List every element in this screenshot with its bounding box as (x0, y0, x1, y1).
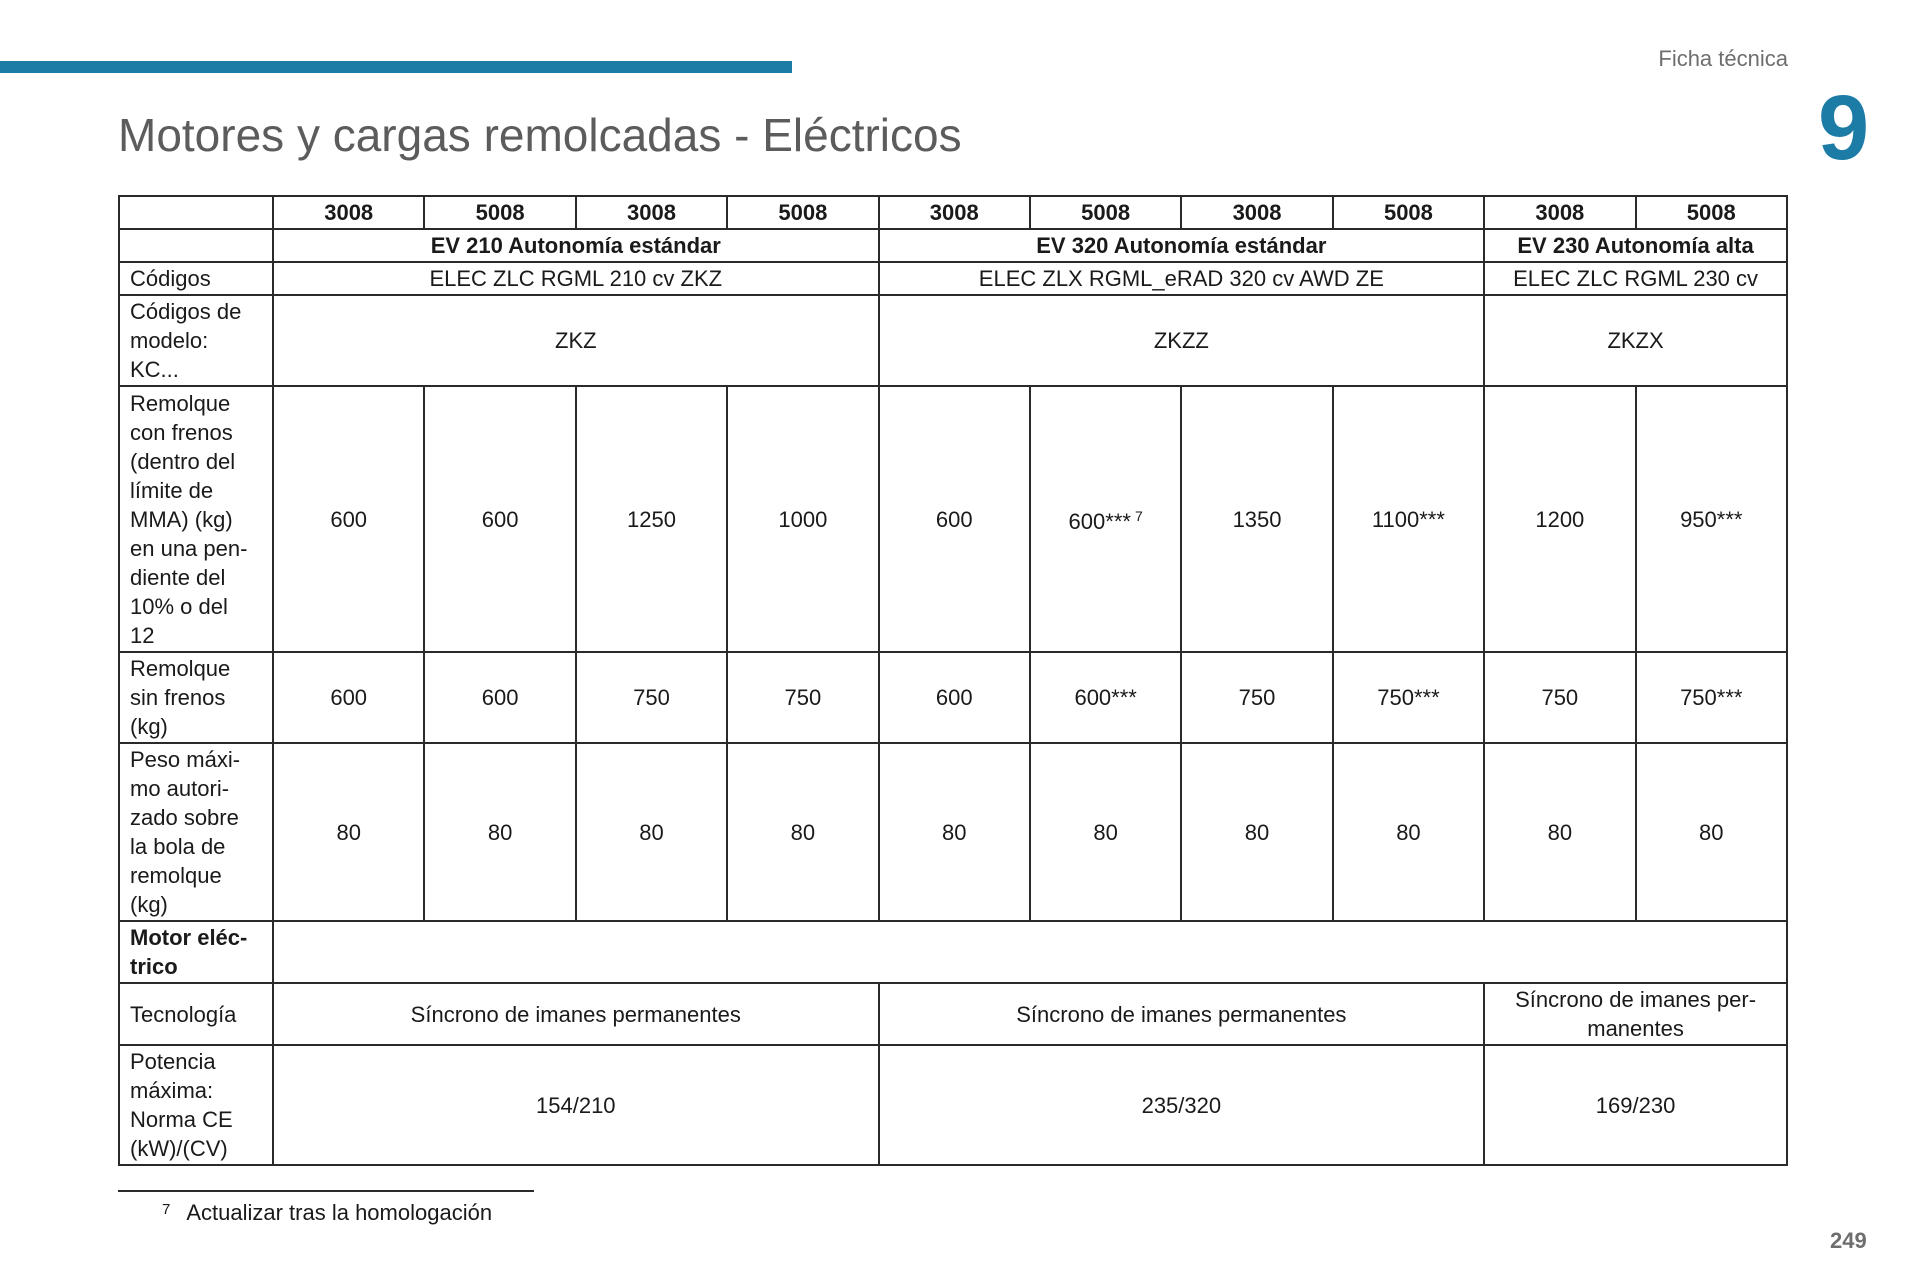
value-cell: 600 (273, 386, 424, 652)
label-line: Remolque (130, 656, 231, 681)
codes-cell: ELEC ZLX RGML_eRAD 320 cv AWD ZE (879, 262, 1485, 295)
engine-group-cell: EV 210 Autonomía estándar (273, 229, 879, 262)
empty-section-cell (273, 921, 1787, 983)
engine-group-row (119, 229, 1787, 262)
value-cell: 1350 (1181, 386, 1332, 652)
value-cell: 80 (273, 743, 424, 921)
value-cell: 1250 (576, 386, 727, 652)
technology-cell: Síncrono de imanes permanentes (273, 983, 879, 1045)
value-cell: 80 (727, 743, 878, 921)
footnote-reference: 7 (1134, 508, 1143, 524)
value-cell (1030, 386, 1181, 652)
label-line: mo autori- (130, 776, 230, 801)
value-cell: 600 (879, 386, 1030, 652)
value-cell: 80 (879, 743, 1030, 921)
value-cell: 600*** (1030, 652, 1181, 743)
value-cell: 80 (1181, 743, 1332, 921)
model-code-cell: ZKZ (273, 295, 879, 386)
label-line: Motor eléc- (130, 925, 248, 950)
value-cell: 750*** (1333, 652, 1484, 743)
value-cell: 750 (1484, 652, 1635, 743)
model-header-cell: 5008 (1636, 196, 1787, 229)
value-cell: 80 (1030, 743, 1181, 921)
page-number: 249 (1830, 1228, 1867, 1253)
model-header-cell: 3008 (273, 196, 424, 229)
model-header-cell: 3008 (1484, 196, 1635, 229)
label-line: diente del (130, 564, 226, 590)
technology-cell (1484, 983, 1787, 1045)
technology-cell: Síncrono de imanes permanentes (879, 983, 1485, 1045)
value-cell: 950*** (1636, 386, 1787, 652)
value-cell: 750 (1181, 652, 1332, 743)
value-cell: 80 (1636, 743, 1787, 921)
label-line: MMA) (kg) (130, 506, 233, 532)
power-cell: 235/320 (879, 1045, 1485, 1165)
value-cell: 750 (576, 652, 727, 743)
value-cell: 80 (1484, 743, 1635, 921)
model-header-cell: 5008 (1333, 196, 1484, 229)
header-accent-bar (0, 61, 792, 73)
section-label: Ficha técnica (1658, 46, 1788, 71)
value-cell: 1100*** (1333, 386, 1484, 652)
cell-line: Síncrono de imanes per- (1515, 987, 1757, 1012)
value-cell: 1200 (1484, 386, 1635, 652)
value-cell: 80 (424, 743, 575, 921)
model-code-cell: ZKZX (1484, 295, 1787, 386)
page-title: Motores y cargas remolcadas - Eléctricos (118, 109, 962, 161)
label-line: en una pen- (130, 535, 248, 561)
label-line: Remolque (130, 390, 231, 416)
label-line: (kg) (130, 892, 168, 917)
model-header-cell: 5008 (727, 196, 878, 229)
engine-group-cell: EV 230 Autonomía alta (1484, 229, 1787, 262)
model-codes-row (119, 295, 1787, 386)
model-header-cell: 3008 (576, 196, 727, 229)
row-label (119, 295, 273, 386)
specifications-table (118, 195, 1788, 1166)
label-line: (dentro del (130, 448, 236, 474)
electric-motor-row (119, 921, 1787, 983)
label-line: KC... (130, 357, 179, 382)
value-cell: 600 (273, 652, 424, 743)
braked-trailer-row (119, 386, 1787, 652)
label-line: (kg) (130, 714, 168, 739)
value-cell: 600 (879, 652, 1030, 743)
value-cell: 600 (424, 386, 575, 652)
empty-header-cell (119, 196, 273, 229)
codes-cell: ELEC ZLC RGML 210 cv ZKZ (273, 262, 879, 295)
label-line: con frenos (130, 419, 233, 445)
label-line: 10% o del (130, 593, 228, 619)
row-label (119, 386, 273, 652)
row-label (119, 652, 273, 743)
model-code-cell: ZKZZ (879, 295, 1485, 386)
chapter-number: 9 (1818, 77, 1870, 179)
footnote-text: Actualizar tras la homologación (186, 1200, 493, 1225)
footnote (162, 1200, 492, 1226)
power-cell: 154/210 (273, 1045, 879, 1165)
max-power-row (119, 1045, 1787, 1165)
label-line: Peso máxi- (130, 747, 241, 772)
codes-cell: ELEC ZLC RGML 230 cv (1484, 262, 1787, 295)
codes-row (119, 262, 1787, 295)
row-label: Códigos (119, 262, 273, 295)
value-cell: 750*** (1636, 652, 1787, 743)
label-line: (kW)/(CV) (130, 1136, 228, 1161)
label-line: máxima: (130, 1078, 214, 1103)
label-line: Norma CE (130, 1107, 233, 1132)
model-header-cell: 3008 (1181, 196, 1332, 229)
label-line: límite de (130, 477, 214, 503)
label-line: modelo: (130, 328, 209, 353)
model-header-cell: 3008 (879, 196, 1030, 229)
label-line: zado sobre (130, 805, 239, 830)
row-label (119, 1045, 273, 1165)
model-header-cell: 5008 (1030, 196, 1181, 229)
value-cell: 750 (727, 652, 878, 743)
label-line: sin frenos (130, 685, 226, 710)
value-cell: 80 (1333, 743, 1484, 921)
power-cell: 169/230 (1484, 1045, 1787, 1165)
cell-line: manentes (1587, 1016, 1684, 1041)
label-line: 12 (130, 622, 155, 648)
footnote-divider (118, 1190, 534, 1192)
towball-weight-row (119, 743, 1787, 921)
value-cell: 80 (576, 743, 727, 921)
unbraked-trailer-row (119, 652, 1787, 743)
empty-header-cell (119, 229, 273, 262)
footnote-number: 7 (162, 1201, 171, 1218)
engine-group-cell: EV 320 Autonomía estándar (879, 229, 1485, 262)
row-label (119, 921, 273, 983)
label-line: remolque (130, 863, 222, 888)
label-line: Códigos de (130, 299, 242, 324)
value-text: 600*** (1068, 509, 1131, 534)
label-line: Potencia (130, 1049, 216, 1074)
value-cell: 1000 (727, 386, 878, 652)
model-header-cell: 5008 (424, 196, 575, 229)
model-header-row (119, 196, 1787, 229)
row-label: Tecnología (119, 983, 273, 1045)
row-label (119, 743, 273, 921)
value-cell: 600 (424, 652, 575, 743)
label-line: la bola de (130, 834, 226, 859)
label-line: trico (130, 954, 178, 979)
technology-row (119, 983, 1787, 1045)
